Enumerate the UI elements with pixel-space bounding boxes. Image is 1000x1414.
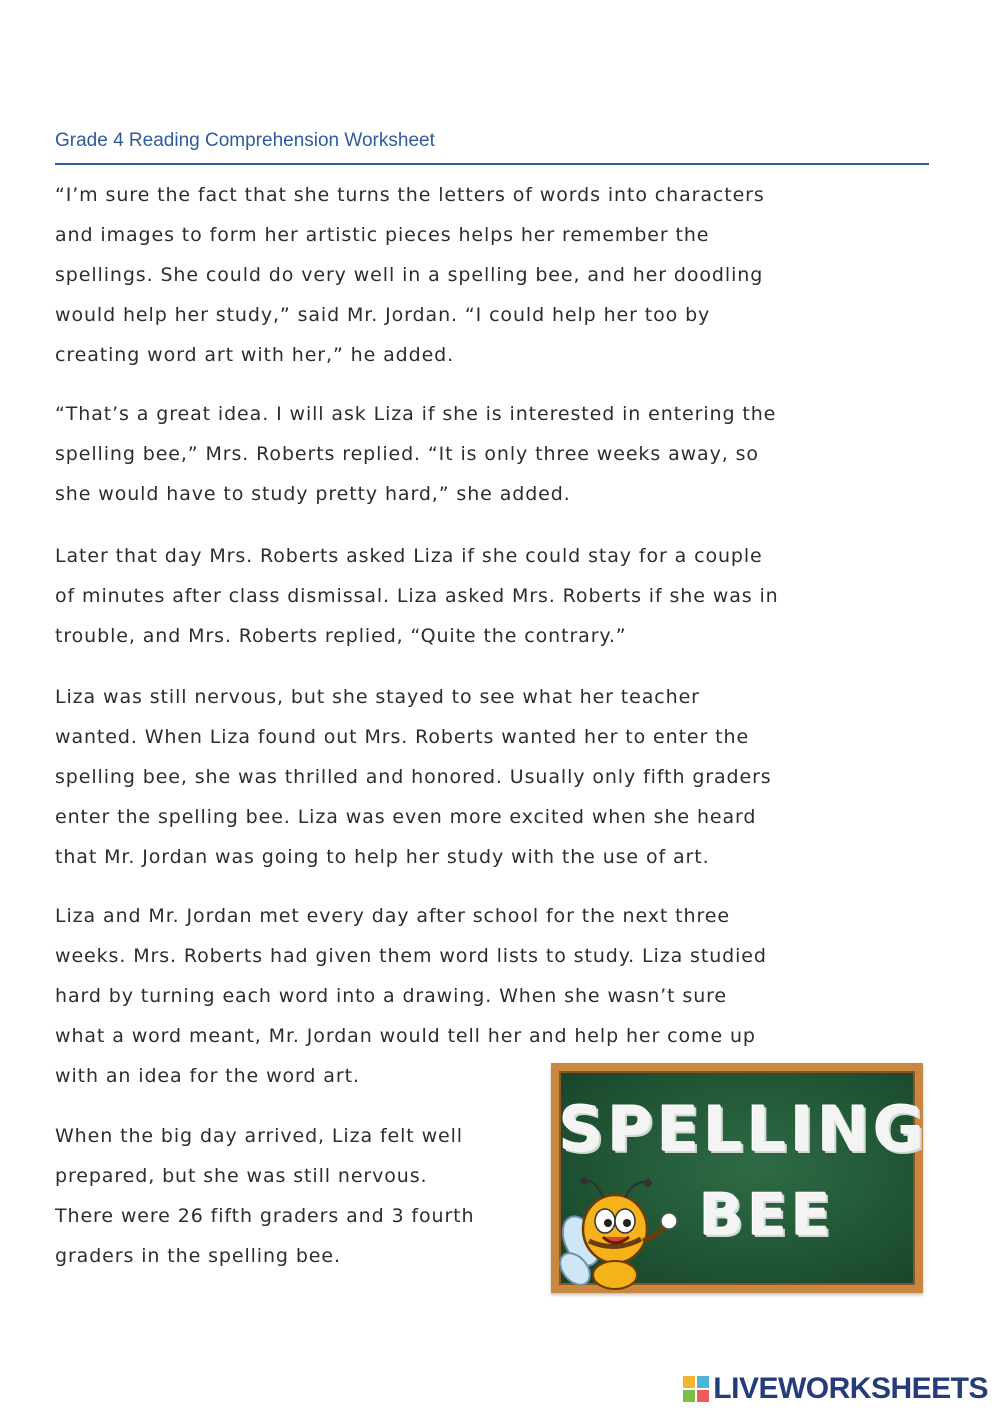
- text-line: There were 26 fifth graders and 3 fourth: [55, 1205, 475, 1227]
- text-line: what a word meant, Mr. Jordan would tell her and help her come up: [55, 1025, 756, 1047]
- header-divider: [55, 163, 929, 165]
- text-line: would help her study,” said Mr. Jordan. “I could help her too by: [55, 304, 711, 326]
- text-line: spelling bee,” Mrs. Roberts replied. “It is only three weeks away, so: [55, 443, 759, 465]
- paragraph-4: [55, 677, 772, 877]
- text-line: Liza and Mr. Jordan met every day after school for the next three: [55, 905, 730, 927]
- paragraph-6: [55, 1116, 474, 1276]
- spelling-bee-chalkboard-image: [551, 1063, 929, 1293]
- text-line: of minutes after class dismissal. Liza asked Mrs. Roberts if she was in: [55, 585, 779, 607]
- text-line: and images to form her artistic pieces helps her remember the: [55, 224, 710, 246]
- page-title: Grade 4 Reading Comprehension Worksheet: [55, 130, 435, 151]
- text-line: trouble, and Mrs. Roberts replied, “Quite the contrary.”: [55, 625, 627, 647]
- text-line: “That’s a great idea. I will ask Liza if she is interested in entering the: [55, 403, 777, 425]
- liveworksheets-logo[interactable]: [683, 1372, 988, 1406]
- paragraph-2: [55, 394, 776, 514]
- text-line: prepared, but she was still nervous.: [55, 1165, 428, 1187]
- paragraph-3: [55, 536, 779, 656]
- chalkboard-subtitle: BEE: [699, 1181, 835, 1249]
- text-line: enter the spelling bee. Liza was even more excited when she heard: [55, 806, 757, 828]
- chalkboard-title: SPELLING: [559, 1093, 929, 1166]
- text-line: spellings. She could do very well in a spelling bee, and her doodling: [55, 264, 764, 286]
- text-line: “I’m sure the fact that she turns the letters of words into characters: [55, 184, 765, 206]
- text-line: When the big day arrived, Liza felt well: [55, 1125, 463, 1147]
- paragraph-1: [55, 175, 765, 375]
- text-line: with an idea for the word art.: [55, 1065, 360, 1087]
- text-line: creating word art with her,” he added.: [55, 344, 455, 366]
- text-line: that Mr. Jordan was going to help her study with the use of art.: [55, 846, 710, 868]
- liveworksheets-logo-icon: [683, 1376, 709, 1402]
- text-line: graders in the spelling bee.: [55, 1245, 341, 1267]
- brand-name: LIVEWORKSHEETS: [713, 1372, 988, 1405]
- text-line: she would have to study pretty hard,” she added.: [55, 483, 571, 505]
- text-line: hard by turning each word into a drawing. When she wasn’t sure: [55, 985, 728, 1007]
- text-line: wanted. When Liza found out Mrs. Roberts wanted her to enter the: [55, 726, 750, 748]
- text-line: Liza was still nervous, but she stayed to see what her teacher: [55, 686, 700, 708]
- bee-mascot-icon: [555, 1171, 685, 1291]
- text-line: spelling bee, she was thrilled and honored. Usually only fifth graders: [55, 766, 772, 788]
- text-line: weeks. Mrs. Roberts had given them word lists to study. Liza studied: [55, 945, 767, 967]
- text-line: Later that day Mrs. Roberts asked Liza if she could stay for a couple: [55, 545, 763, 567]
